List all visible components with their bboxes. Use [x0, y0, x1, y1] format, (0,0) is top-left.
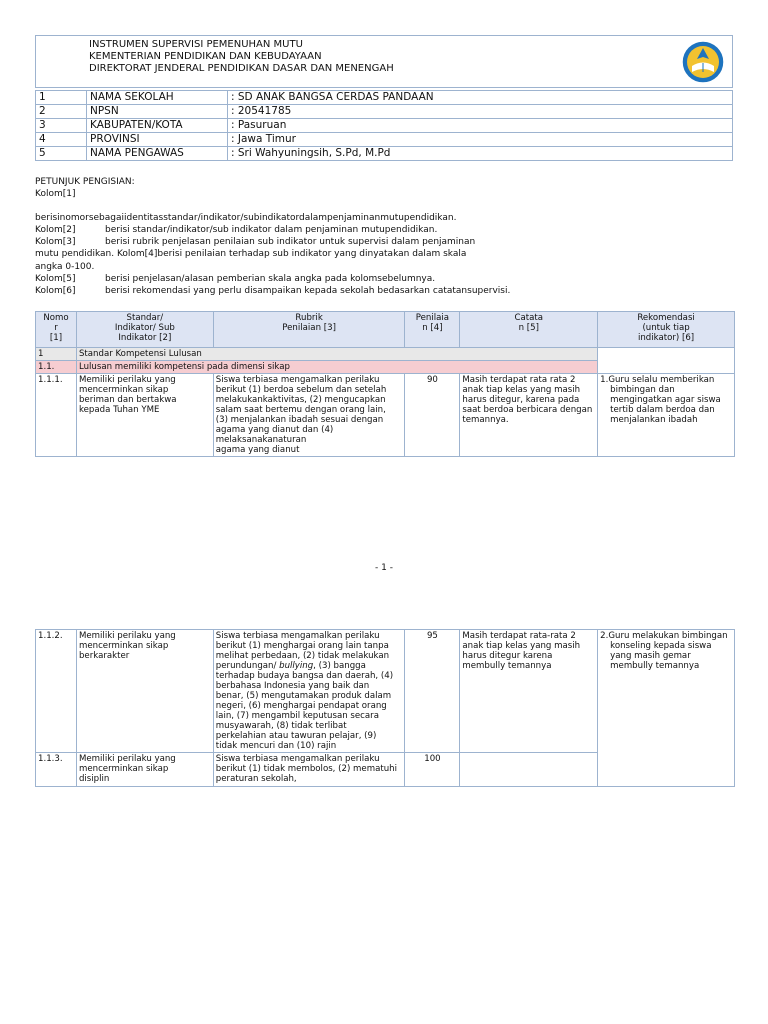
identity-value: : SD ANAK BANGSA CERDAS PANDAAN	[228, 91, 733, 105]
nilai-cell: 95	[405, 630, 460, 753]
school-identity-table	[35, 90, 733, 161]
nilai-cell: 100	[405, 753, 460, 787]
indikator-cell: Memiliki perilaku yang mencerminkan sikap disiplin	[76, 753, 213, 787]
identity-row	[36, 119, 733, 133]
identity-number: 5	[36, 147, 87, 161]
instr-kolom1-text: berisinomorsebagaiidentitasstandar/indikator/subindikatordalampenjaminanmutupendidikan.	[35, 213, 457, 224]
supervision-table-page1	[35, 311, 735, 457]
document-header	[35, 35, 733, 88]
kemendikbud-logo-icon	[680, 39, 726, 85]
col-header-nomor: Nomo r [1]	[36, 312, 77, 348]
identity-label: KABUPATEN/KOTA	[87, 119, 228, 133]
catatan-cell: Masih terdapat rata rata 2 anak tiap kelas yang masih harus ditegur, karena pada saat berdoa berbicara dengan temannya.	[460, 374, 598, 457]
page-number: - 1 -	[375, 563, 393, 573]
header-title-block	[89, 39, 394, 75]
catatan-cell: Masih terdapat rata-rata 2 anak tiap kelas yang masih harus ditegur karena membully temannya	[460, 630, 598, 753]
table-row-standard	[36, 348, 735, 361]
indikator-cell: Memiliki perilaku yang mencerminkan sikap berkarakter	[76, 630, 213, 753]
rekomendasi-cell: 1.Guru selalu memberikan bimbingan dan mengingatkan agar siswa tertib dalam berdoa dan menjalankan ibadah	[598, 374, 735, 457]
identity-row	[36, 133, 733, 147]
supervision-table-page2	[35, 629, 735, 787]
instructions-title: PETUNJUK PENGISIAN:	[35, 177, 135, 187]
header-line-3: DIREKTORAT JENDERAL PENDIDIKAN DASAR DAN MENENGAH	[89, 63, 394, 74]
identity-label: NAMA PENGAWAS	[87, 147, 228, 161]
identity-label: PROVINSI	[87, 133, 228, 147]
row-number: 1.1.1.	[36, 374, 77, 457]
identity-value: : Pasuruan	[228, 119, 733, 133]
nilai-cell: 90	[405, 374, 460, 457]
sub-number: 1.1.	[36, 361, 77, 374]
col-header-penilaian: Penilaia n [4]	[405, 312, 460, 348]
identity-number: 2	[36, 105, 87, 119]
instr-kolom6-label: Kolom[6]	[35, 285, 76, 296]
instr-kolom5-text: berisi penjelasan/alasan pemberian skala angka pada kolomsebelumnya.	[105, 273, 436, 284]
col-header-standar: Standar/ Indikator/ Sub Indikator [2]	[76, 312, 213, 348]
table-row	[36, 630, 735, 753]
identity-value: : Jawa Timur	[228, 133, 733, 147]
rubrik-cell: Siswa terbiasa mengamalkan perilaku berikut (1) menghargai orang lain tanpa melihat perbedaan, (2) tidak melakukan perundungan/ bullying, (3) bangga terhadap budaya bangsa dan daerah, (4) berbahasa Indonesia yang baik dan benar, (5) mengutamakan produk dalam negeri, (6) menghargai pendapat orang lain, (7) mengambil keputusan secara musyawarah, (8) tidak terlibat perkelahian atau tawuran pelajar, (9) tidak mencuri dan (10) rajin	[213, 630, 405, 753]
row-number: 1.1.3.	[36, 753, 77, 787]
identity-number: 1	[36, 91, 87, 105]
identity-number: 3	[36, 119, 87, 133]
instr-kolom3-text: berisi rubrik penjelasan penilaian sub indikator untuk supervisi dalam penjaminan	[105, 237, 476, 248]
identity-label: NPSN	[87, 105, 228, 119]
instr-kolom2-text: berisi standar/indikator/sub indikator dalam penjaminan mutupendidikan.	[105, 225, 438, 236]
std-number: 1	[36, 348, 77, 361]
identity-label: NAMA SEKOLAH	[87, 91, 228, 105]
col-header-catatan: Catata n [5]	[460, 312, 598, 348]
identity-number: 4	[36, 133, 87, 147]
instr-kolom2-label: Kolom[2]	[35, 225, 76, 236]
instr-kolom3-cont2: angka 0-100.	[35, 261, 95, 272]
table-row	[36, 374, 735, 457]
row-number: 1.1.2.	[36, 630, 77, 753]
instructions	[35, 176, 735, 297]
identity-row	[36, 147, 733, 161]
instr-kolom3-label: Kolom[3]	[35, 237, 76, 248]
identity-value: : Sri Wahyuningsih, S.Pd, M.Pd	[228, 147, 733, 161]
instr-kolom5-label: Kolom[5]	[35, 273, 76, 284]
identity-row	[36, 91, 733, 105]
std-label: Standar Kompetensi Lulusan	[76, 348, 597, 361]
instr-kolom3-cont: mutu pendidikan. Kolom[4]berisi penilaian terhadap sub indikator yang dinyatakan dalam skala	[35, 249, 467, 260]
catatan-cell	[460, 753, 598, 787]
col-header-rekomendasi: Rekomendasi (untuk tiap indikator) [6]	[598, 312, 735, 348]
sub-label: Lulusan memiliki kompetensi pada dimensi sikap	[76, 361, 597, 374]
identity-row	[36, 105, 733, 119]
instr-kolom1-label: Kolom[1]	[35, 189, 76, 200]
col-header-rubrik: Rubrik Penilaian [3]	[213, 312, 405, 348]
indikator-cell: Memiliki perilaku yang mencerminkan sikap beriman dan bertakwa kepada Tuhan YME	[76, 374, 213, 457]
header-line-1: INSTRUMEN SUPERVISI PEMENUHAN MUTU	[89, 39, 303, 50]
header-line-2: KEMENTERIAN PENDIDIKAN DAN KEBUDAYAAN	[89, 51, 322, 62]
identity-value: : 20541785	[228, 105, 733, 119]
rekomendasi-cell: 2.Guru melakukan bimbingan konseling kepada siswa yang masih gemar membully temannya	[598, 630, 735, 787]
rubrik-cell: Siswa terbiasa mengamalkan perilaku berikut (1) tidak membolos, (2) mematuhi peraturan sekolah,	[213, 753, 405, 787]
instr-kolom6-text: berisi rekomendasi yang perlu disampaikan kepada sekolah bedasarkan catatansupervisi.	[105, 285, 511, 296]
rubrik-cell: Siswa terbiasa mengamalkan perilaku berikut (1) berdoa sebelum dan setelah melakukankaktivitas, (2) mengucapkan salam saat bertemu dengan orang lain, (3) menjalankan ibadah sesuai dengan agama yang dianut dan (4) melaksanakanaturan agama yang dianut	[213, 374, 405, 457]
